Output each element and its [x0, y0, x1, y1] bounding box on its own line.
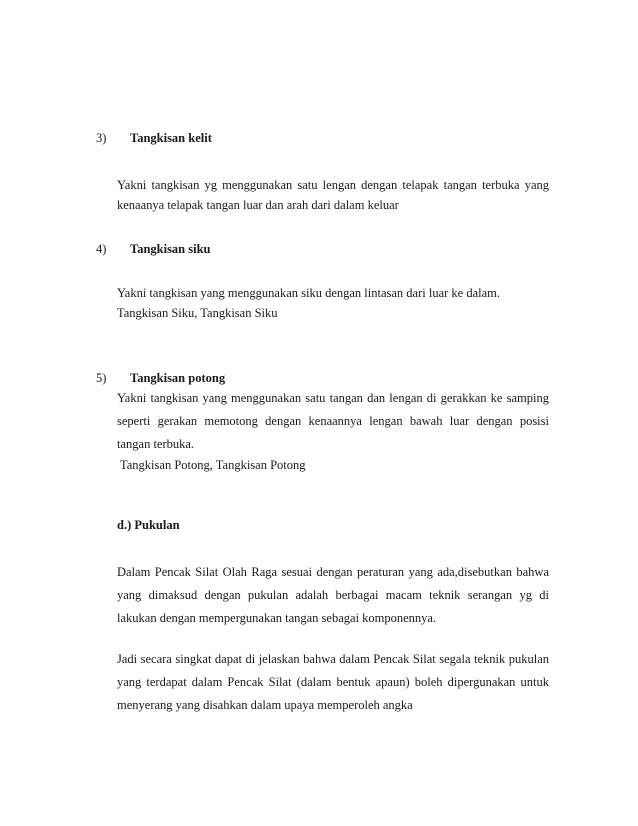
section-4-number: 4) [96, 242, 107, 256]
paragraph-2-line-2: yang terdapat dalam Pencak Silat (dalam bentuk apaun) boleh dipergunakan untuk [117, 675, 549, 689]
section-5-line-2: seperti gerakan memotong dengan kenaannya lengan bawah luar dengan posisi [117, 414, 549, 428]
section-4-line-2: Tangkisan Siku, Tangkisan Siku [117, 306, 278, 320]
section-3-number: 3) [96, 131, 107, 145]
paragraph-2-line-1: Jadi secara singkat dapat di jelaskan bahwa dalam Pencak Silat segala teknik pukulan [117, 652, 549, 666]
paragraph-1-line-3: lakukan dengan mempergunakan tangan sebagai komponennya. [117, 611, 437, 625]
section-5-line-3: tangan terbuka. [117, 437, 195, 451]
section-5-heading: Tangkisan potong [130, 371, 226, 385]
section-4-heading: Tangkisan siku [130, 242, 211, 256]
section-5-line-4: Tangkisan Potong, Tangkisan Potong [120, 458, 306, 472]
paragraph-1-line-2: yang dimaksud dengan pukulan adalah berbagai macam teknik serangan yg di [117, 588, 549, 602]
section-3-line-2: kenaanya telapak tangan luar dan arah dari dalam keluar [117, 198, 399, 212]
section-3-heading: Tangkisan kelit [130, 131, 212, 145]
paragraph-2-line-3: menyerang yang disahkan dalam upaya memperoleh angka [117, 698, 413, 712]
subsection-heading: d.) Pukulan [117, 518, 180, 532]
section-5-number: 5) [96, 371, 107, 385]
section-5-line-1: Yakni tangkisan yang menggunakan satu tangan dan lengan di gerakkan ke samping [117, 391, 549, 405]
section-4-line-1: Yakni tangkisan yang menggunakan siku dengan lintasan dari luar ke dalam. [117, 286, 501, 300]
section-3-line-1: Yakni tangkisan yg menggunakan satu lengan dengan telapak tangan terbuka yang [117, 178, 549, 192]
paragraph-1-line-1: Dalam Pencak Silat Olah Raga sesuai dengan peraturan yang ada,disebutkan bahwa [117, 565, 549, 579]
